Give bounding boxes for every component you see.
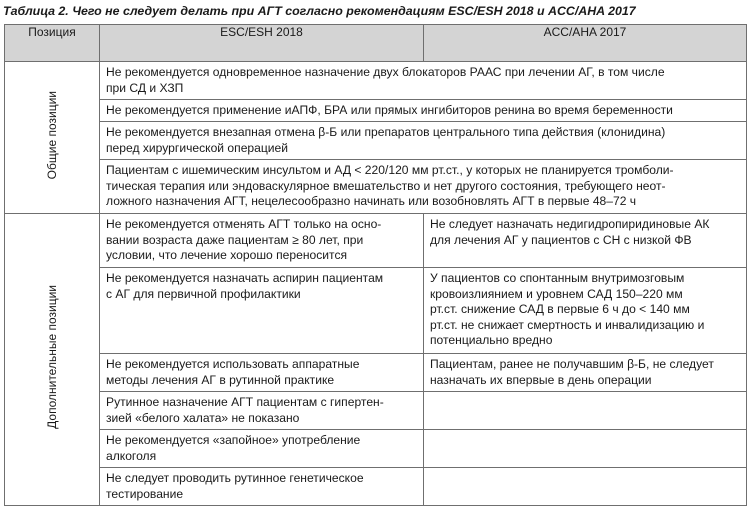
- general-row-3-text: Не рекомендуется внезапная отмена β-Б или препаратов центрального типа действия (клонидина) перед хирургической операцией: [106, 125, 666, 155]
- additional-positions-label: Дополнительные позиции: [45, 285, 59, 429]
- table-row: [5, 392, 747, 430]
- table-row: [5, 160, 747, 214]
- table-row: [5, 62, 747, 100]
- general-positions-label: Общие позиции: [45, 90, 59, 180]
- table-row: [5, 122, 747, 160]
- table-cell: [100, 430, 424, 468]
- table-row: [5, 430, 747, 468]
- additional-row-4-acc: [424, 392, 746, 397]
- table-cell: [424, 392, 747, 430]
- table-cell: [100, 62, 747, 100]
- table-cell: [100, 468, 424, 506]
- header-esc-esh-2018: ESC/ESH 2018: [100, 25, 424, 62]
- additional-row-2-esc: Не рекомендуется назначать аспирин пациентам с АГ для первичной профилактики: [106, 271, 384, 301]
- general-positions-label-cell: [5, 62, 100, 214]
- additional-row-4-esc: Рутинное назначение АГТ пациентам с гипертен- зией «белого халата» не показано: [106, 395, 384, 425]
- table-cell: [100, 354, 424, 392]
- table-row: [5, 468, 747, 506]
- general-row-1-text: Не рекомендуется одновременное назначение двух блокаторов РААС при лечении АГ, в том числе при СД и ХЗП: [106, 65, 665, 95]
- additional-positions-label-cell: [5, 214, 100, 506]
- table-row: [5, 354, 747, 392]
- additional-row-1-acc: Не следует назначать недигидропиридиновые АК для лечения АГ у пациентов с СН с низкой ФВ: [430, 217, 710, 247]
- header-position: Позиция: [5, 25, 100, 62]
- table-cell: [100, 160, 747, 214]
- table-cell: [100, 214, 424, 268]
- table-cell: [100, 100, 747, 122]
- header-acc-aha-2017: ACC/AHA 2017: [424, 25, 747, 62]
- table-cell: [100, 268, 424, 354]
- additional-row-1-esc: Не рекомендуется отменять АГТ только на осно- вании возраста даже пациентам ≥ 80 лет, при условии, что лечение хорошо переносится: [106, 217, 382, 263]
- table-cell: [424, 214, 747, 268]
- additional-row-6-esc: Не следует проводить рутинное генетическое тестирование: [106, 471, 364, 501]
- recommendations-table: [4, 24, 747, 506]
- additional-row-6-acc: [424, 468, 746, 473]
- table-cell: [424, 430, 747, 468]
- table-header-row: [5, 25, 747, 62]
- additional-row-3-acc: Пациентам, ранее не получавшим β-Б, не следует назначать их впервые в день операции: [430, 357, 714, 387]
- general-row-2-text: Не рекомендуется применение иАПФ, БРА или прямых ингибиторов ренина во время беременности: [106, 103, 673, 117]
- table-cell: [100, 392, 424, 430]
- table-cell: [424, 268, 747, 354]
- additional-row-3-esc: Не рекомендуется использовать аппаратные методы лечения АГ в рутинной практике: [106, 357, 360, 387]
- table-cell: [424, 354, 747, 392]
- table-cell: [424, 468, 747, 506]
- table-cell: [100, 122, 747, 160]
- table-row: [5, 214, 747, 268]
- table-row: [5, 100, 747, 122]
- additional-row-2-acc: У пациентов со спонтанным внутримозговым кровоизлиянием и уровнем САД 150–220 мм рт.ст. снижение САД в первые 6 ч до < 140 мм рт.ст. не снижает смертность и инвалидизацию и потенциально вредно: [430, 271, 705, 348]
- general-row-4-text: Пациентам с ишемическим инсультом и АД < 220/120 мм рт.ст., у которых не планируется тромболи- тическая терапия или эндоваскулярное вмешательство и нет другого состояния, требующего неот- ложного назначения АГТ, нецелесообразно начинать или возобновлять АГТ в первые 48–72 ч: [106, 163, 674, 209]
- additional-row-5-acc: [424, 430, 746, 435]
- additional-row-5-esc: Не рекомендуется «запойное» употребление алкоголя: [106, 433, 361, 463]
- table-caption: Таблица 2. Чего не следует делать при АГТ согласно рекомендациям ESC/ESH 2018 и ACC/AHA 2017: [3, 4, 636, 18]
- table-row: [5, 268, 747, 354]
